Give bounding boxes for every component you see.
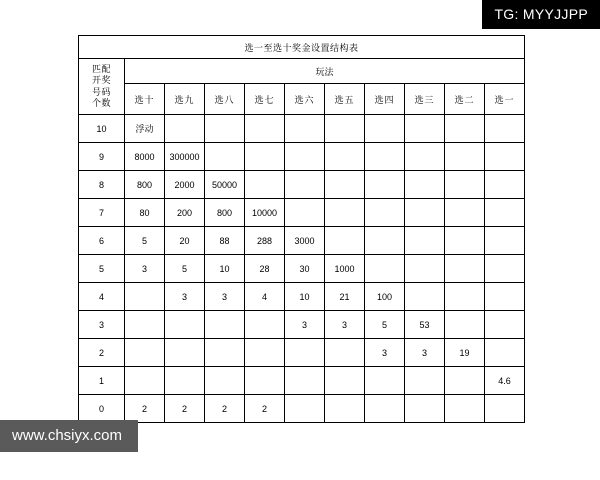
column-header-6: 选四 (365, 84, 405, 115)
cell: 3 (125, 255, 165, 283)
cell (365, 143, 405, 171)
cell: 288 (245, 227, 285, 255)
cell (485, 227, 525, 255)
cell (245, 367, 285, 395)
cell: 2 (165, 395, 205, 423)
row-label: 9 (79, 143, 125, 171)
cell: 4 (245, 283, 285, 311)
cell (405, 227, 445, 255)
column-header-5: 选五 (325, 84, 365, 115)
cell (485, 395, 525, 423)
cell (365, 199, 405, 227)
cell (245, 339, 285, 367)
cell: 1000 (325, 255, 365, 283)
bonus-structure-table (78, 35, 525, 423)
cell (325, 115, 365, 143)
cell (405, 171, 445, 199)
cell (365, 227, 405, 255)
cell (485, 255, 525, 283)
cell (285, 171, 325, 199)
table-row (79, 143, 525, 171)
cell (445, 367, 485, 395)
cell (325, 171, 365, 199)
cell: 4.6 (485, 367, 525, 395)
row-label: 7 (79, 199, 125, 227)
table-row (79, 367, 525, 395)
cell (125, 311, 165, 339)
cell: 10 (205, 255, 245, 283)
table-title: 选一至选十奖金设置结构表 (79, 36, 525, 59)
table-row (79, 199, 525, 227)
cell: 2 (125, 395, 165, 423)
column-header-9: 选一 (485, 84, 525, 115)
cell (485, 283, 525, 311)
row-label: 1 (79, 367, 125, 395)
cell (125, 283, 165, 311)
row-label: 0 (79, 395, 125, 423)
cell: 80 (125, 199, 165, 227)
cell: 3 (205, 283, 245, 311)
cell (325, 395, 365, 423)
cell (325, 227, 365, 255)
cell (405, 199, 445, 227)
cell (405, 283, 445, 311)
cell (245, 171, 285, 199)
cell: 300000 (165, 143, 205, 171)
cell (325, 367, 365, 395)
cell (285, 395, 325, 423)
table-row (79, 395, 525, 423)
play-method-header: 玩法 (125, 59, 525, 84)
cell: 800 (205, 199, 245, 227)
cell: 30 (285, 255, 325, 283)
cell (445, 171, 485, 199)
cell: 浮动 (125, 115, 165, 143)
cell (165, 115, 205, 143)
cell (365, 171, 405, 199)
cell (285, 199, 325, 227)
row-label: 5 (79, 255, 125, 283)
bonus-structure-sheet (78, 35, 524, 423)
row-label: 3 (79, 311, 125, 339)
table-row (79, 115, 525, 143)
cell (405, 143, 445, 171)
cell (405, 367, 445, 395)
cell: 800 (125, 171, 165, 199)
cell (245, 143, 285, 171)
table-row (79, 283, 525, 311)
cell (285, 367, 325, 395)
row-label: 6 (79, 227, 125, 255)
cell (125, 339, 165, 367)
corner-header-label: 匹配开奖号码个数 (91, 63, 111, 108)
column-header-4: 选六 (285, 84, 325, 115)
cell: 10000 (245, 199, 285, 227)
cell: 100 (365, 283, 405, 311)
table-row (79, 311, 525, 339)
cell: 3 (405, 339, 445, 367)
cell: 5 (165, 255, 205, 283)
column-header-0: 选十 (125, 84, 165, 115)
cell: 3000 (285, 227, 325, 255)
cell (285, 143, 325, 171)
cell (445, 115, 485, 143)
cell (445, 395, 485, 423)
cell: 5 (365, 311, 405, 339)
column-header-7: 选三 (405, 84, 445, 115)
cell (285, 339, 325, 367)
cell: 28 (245, 255, 285, 283)
cell: 3 (165, 283, 205, 311)
column-header-8: 选二 (445, 84, 485, 115)
cell (405, 115, 445, 143)
site-watermark: www.chsiyx.com (0, 420, 138, 452)
cell (485, 115, 525, 143)
cell: 20 (165, 227, 205, 255)
telegram-watermark-badge: TG: MYYJJPP (482, 0, 600, 29)
cell: 2 (205, 395, 245, 423)
cell (165, 311, 205, 339)
cell (445, 143, 485, 171)
corner-header (79, 59, 125, 115)
cell (325, 143, 365, 171)
cell (205, 367, 245, 395)
play-method-row (79, 59, 525, 84)
cell: 3 (325, 311, 365, 339)
cell (205, 115, 245, 143)
cell (365, 395, 405, 423)
cell (325, 339, 365, 367)
cell: 88 (205, 227, 245, 255)
cell: 200 (165, 199, 205, 227)
cell: 19 (445, 339, 485, 367)
cell: 21 (325, 283, 365, 311)
cell (485, 199, 525, 227)
cell (445, 227, 485, 255)
cell (445, 199, 485, 227)
cell (165, 339, 205, 367)
cell: 5 (125, 227, 165, 255)
cell: 3 (285, 311, 325, 339)
cell (365, 255, 405, 283)
column-header-2: 选八 (205, 84, 245, 115)
cell (245, 115, 285, 143)
row-label: 4 (79, 283, 125, 311)
row-label: 10 (79, 115, 125, 143)
cell (445, 311, 485, 339)
cell (445, 255, 485, 283)
cell (205, 143, 245, 171)
cell: 3 (365, 339, 405, 367)
cell (365, 115, 405, 143)
cell: 2000 (165, 171, 205, 199)
cell: 2 (245, 395, 285, 423)
table-row (79, 255, 525, 283)
cell (325, 199, 365, 227)
cell (365, 367, 405, 395)
column-header-row (79, 84, 525, 115)
cell (165, 367, 205, 395)
table-title-row (79, 36, 525, 59)
cell (485, 311, 525, 339)
cell (405, 255, 445, 283)
column-header-3: 选七 (245, 84, 285, 115)
table-row (79, 171, 525, 199)
cell (485, 171, 525, 199)
cell (405, 395, 445, 423)
cell (245, 311, 285, 339)
cell (205, 311, 245, 339)
row-label: 2 (79, 339, 125, 367)
cell: 53 (405, 311, 445, 339)
cell: 10 (285, 283, 325, 311)
cell (205, 339, 245, 367)
table-row (79, 227, 525, 255)
cell (285, 115, 325, 143)
table-row (79, 339, 525, 367)
cell (125, 367, 165, 395)
cell (445, 283, 485, 311)
cell (485, 143, 525, 171)
cell: 50000 (205, 171, 245, 199)
cell (485, 339, 525, 367)
column-header-1: 选九 (165, 84, 205, 115)
cell: 8000 (125, 143, 165, 171)
row-label: 8 (79, 171, 125, 199)
